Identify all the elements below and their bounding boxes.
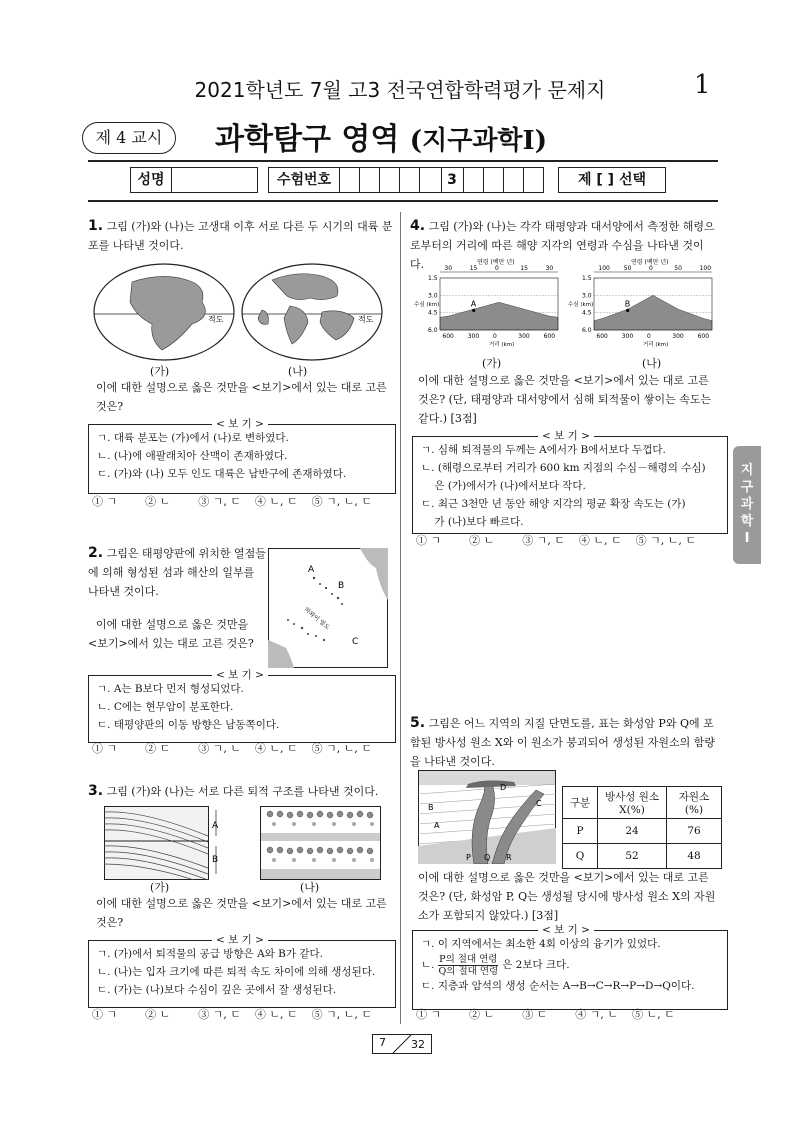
page-indicator: [372, 1034, 432, 1054]
y-axis-title: 수심 (km): [568, 302, 594, 308]
q2-hotspot-map: [268, 548, 388, 668]
name-box: [130, 167, 258, 193]
page-total: 32: [411, 1038, 425, 1051]
session-badge: 제 4 교시: [82, 122, 176, 154]
q1-bogi-title: < 보 기 >: [212, 416, 268, 431]
q4-ridge-charts: [412, 258, 718, 360]
q2-chain-label: 하와이 열도: [302, 606, 331, 632]
x-axis-title: 거리 (km): [489, 342, 515, 348]
q4-chart-b-label: (나): [642, 357, 662, 370]
q2-choices[interactable]: ① ㄱ ② ㄷ ③ ㄱ, ㄴ ④ ㄴ, ㄷ ⑤ ㄱ, ㄴ, ㄷ: [92, 742, 373, 755]
q1-world-maps: [92, 262, 388, 370]
q4-bogi-3b: 가 (나)보다 빠르다.: [421, 516, 524, 528]
age-tick-label: 100: [598, 265, 610, 272]
y-tick-label: 6.0: [428, 327, 438, 334]
q1-map-a-label: (가): [150, 365, 170, 378]
q5-cell: 48: [667, 844, 722, 869]
q5-stem-text: 그림은 어느 지역의 지질 단면도를, 표는 화성암 P와 Q에 포함된 방사성 원소 X와 이 원소가 붕괴되어 생성된 자원소의 함량을 나타낸 것이다.: [410, 717, 715, 768]
q5-label-c: C: [536, 799, 542, 808]
age-tick-label: 15: [469, 265, 478, 272]
y-tick-label: 3.0: [428, 292, 438, 300]
q5-stem: [410, 714, 716, 771]
sample-point: [472, 309, 475, 312]
age-axis-title: 연령 (백만 년): [631, 259, 669, 266]
q3-mark-b: B: [212, 855, 219, 865]
x-tick-label: 300: [672, 333, 684, 340]
name-divider: [171, 168, 172, 192]
age-tick-label: 0: [495, 265, 499, 272]
q4-chart-a-label: (가): [482, 357, 502, 370]
table-row: [563, 844, 722, 869]
q3-bogi-3: ㄷ. (가)는 (나)보다 수심이 깊은 곳에서 잘 생성된다.: [97, 984, 337, 996]
q2-label-a: A: [308, 565, 315, 575]
q4-question: 이에 대한 설명으로 옳은 것만을 <보기>에서 있는 대로 고른 것은? (단, 태평양과 대서양에서 심해 퇴적물이 쌓이는 속도는 같다.) [3점]: [418, 374, 712, 425]
q5-cell: 52: [598, 844, 667, 869]
choice-label: 제 [ ] 선택: [578, 172, 646, 188]
choice-box: [558, 167, 666, 193]
q2-label-b: B: [338, 581, 345, 591]
q2-number: 2.: [88, 545, 104, 561]
q5-label-b: B: [428, 803, 434, 812]
age-axis-title: 연령 (백만 년): [477, 259, 515, 266]
x-tick-label: 600: [442, 333, 454, 340]
q5-cell: Q: [563, 844, 598, 869]
q3-bogi-box: [88, 940, 396, 1008]
subject-name: 과학탐구 영역: [215, 122, 400, 157]
q2-stem: [88, 544, 268, 653]
q5-cell: P: [563, 819, 598, 844]
age-tick-label: 50: [674, 265, 682, 272]
q5-bogi-box: [412, 930, 728, 1010]
q1-number: 1.: [88, 218, 104, 234]
subject-sub: (지구과학Ⅰ): [409, 126, 548, 156]
depth-profile-area: [440, 302, 558, 330]
q3-number: 3.: [88, 783, 104, 799]
q4-bogi-1: ㄱ. 심해 퇴적물의 두께는 A에서가 B에서보다 두껍다.: [421, 444, 666, 456]
q5-isotope-table: [562, 786, 722, 869]
y-tick-label: 4.5: [582, 309, 592, 317]
sample-point-label: B: [624, 299, 631, 309]
subject-side-tab: [733, 446, 761, 564]
q5-label-a: A: [434, 821, 440, 830]
q5-cell: 24: [598, 819, 667, 844]
q4-choices[interactable]: ① ㄱ ② ㄴ ③ ㄱ, ㄷ ④ ㄴ, ㄷ ⑤ ㄱ, ㄴ, ㄷ: [416, 534, 697, 547]
q3-bogi-1: ㄱ. (가)에서 퇴적물의 공급 방향은 A와 B가 같다.: [97, 948, 323, 960]
q2-bogi-2: ㄴ. C에는 현무암이 분포한다.: [97, 701, 234, 713]
q5-label-q: Q: [484, 853, 491, 862]
y-tick-label: 3.0: [582, 292, 592, 300]
q5-th-3: 자원소 (%): [667, 787, 722, 819]
q3-stem: [88, 782, 394, 801]
x-tick-label: 0: [493, 333, 497, 340]
q1-choices[interactable]: ① ㄱ ② ㄴ ③ ㄱ, ㄷ ④ ㄴ, ㄷ ⑤ ㄱ, ㄴ, ㄷ: [92, 495, 373, 508]
q5-fraction-num: P의 절대 연령: [439, 953, 498, 965]
q5-bogi-2-tail: 은 2보다 크다.: [502, 959, 570, 971]
q2-bogi-box: [88, 675, 396, 743]
q4-number: 4.: [410, 218, 426, 234]
q5-label-d: D: [500, 783, 507, 792]
q2-label-c: C: [352, 637, 359, 647]
q2-stem-2: 에 의해 형성된 섬과 해산의 일부를: [88, 566, 255, 579]
q1-bogi-3: ㄷ. (가)와 (나) 모두 인도 대륙은 남반구에 존재하였다.: [97, 468, 347, 480]
x-tick-label: 600: [543, 333, 556, 340]
q2-ask-2: <보기>에서 있는 대로 고른 것은?: [88, 637, 254, 650]
subject-title: [215, 114, 547, 158]
exam-number-digit: 3: [447, 172, 457, 188]
side-tab-text: 지구과학Ⅰ: [740, 463, 754, 546]
age-tick-label: 100: [699, 265, 712, 272]
sample-point-label: A: [470, 299, 477, 309]
table-row: [563, 787, 722, 819]
y-axis-title: 수심 (km): [414, 302, 440, 308]
q3-stem-text: 그림 (가)와 (나)는 서로 다른 퇴적 구조를 나타낸 것이다.: [106, 785, 379, 798]
q2-bogi-1: ㄱ. A는 B보다 먼저 형성되었다.: [97, 683, 244, 695]
age-tick-label: 0: [649, 265, 653, 272]
q2-stem-3: 나타낸 것이다.: [88, 585, 159, 598]
q5-label-p: P: [466, 853, 471, 862]
age-tick-label: 15: [520, 265, 528, 272]
q4-bogi-3: ㄷ. 최근 3천만 년 동안 해양 지각의 평균 확장 속도는 (가): [421, 498, 686, 510]
page-current: 7: [379, 1036, 386, 1049]
q1-question: 이에 대한 설명으로 옳은 것만을 <보기>에서 있는 대로 고른 것은?: [96, 381, 387, 413]
q3-question: 이에 대한 설명으로 옳은 것만을 <보기>에서 있는 대로 고른 것은?: [96, 897, 387, 929]
q5-question: 이에 대한 설명으로 옳은 것만을 <보기>에서 있는 대로 고른 것은? (단, 화성암 P, Q는 생성될 당시에 방사성 원소 X의 자원소가 포함되지 않았다.) [3점]: [418, 871, 716, 922]
q5-th-2: 방사성 원소 X(%): [598, 787, 667, 819]
q1-bogi-2: ㄴ. (나)에 애팔래치아 산맥이 존재하였다.: [97, 450, 288, 462]
q5-fraction-den: Q의 절대 연령: [438, 965, 499, 977]
q1-equator-label-a: 적도: [208, 315, 224, 324]
exam-number-box: [268, 167, 544, 193]
q5-choices[interactable]: ① ㄱ ② ㄴ ③ ㄷ ④ ㄱ, ㄴ ⑤ ㄴ, ㄷ: [416, 1008, 675, 1021]
exam-number-label: 수험번호: [276, 172, 332, 188]
q2-stem-1: 그림은 태평양판에 위치한 열점들: [106, 547, 266, 560]
x-tick-label: 300: [467, 333, 480, 340]
x-tick-label: 0: [647, 333, 651, 340]
q5-geologic-section: [418, 770, 556, 864]
q2-bogi-3: ㄷ. 태평양판의 이동 방향은 남동쪽이다.: [97, 719, 280, 731]
q4-bogi-box: [412, 436, 728, 534]
q2-ask-1: 이에 대한 설명으로 옳은 것만을: [96, 618, 249, 631]
q1-stem: [88, 217, 394, 255]
name-label: 성명: [137, 172, 165, 188]
q2-bogi-title: < 보 기 >: [212, 667, 268, 682]
q5-number: 5.: [410, 715, 426, 731]
header-rule: [88, 160, 718, 162]
x-tick-label: 300: [518, 333, 530, 340]
q3-fig-a-label: (가): [150, 881, 170, 894]
x-tick-label: 300: [621, 333, 634, 340]
q5-bogi-1: ㄱ. 이 지역에서는 최소한 4회 이상의 융기가 있었다.: [421, 938, 661, 950]
q1-map-b-label: (나): [288, 365, 308, 378]
q5-fraction: [438, 954, 498, 977]
column-separator: [400, 212, 401, 1024]
table-row: [563, 819, 722, 844]
exam-title: 2021학년도 7월 고3 전국연합학력평가 문제지: [194, 78, 606, 102]
q3-bogi-title: < 보 기 >: [212, 932, 268, 947]
age-tick-label: 30: [545, 265, 554, 272]
q4-bogi-2b: 은 (가)에서가 (나)에서보다 작다.: [421, 480, 586, 492]
q5-cell: 76: [667, 819, 722, 844]
x-tick-label: 600: [596, 333, 608, 340]
q5-th-1: 구분: [563, 787, 598, 819]
q1-stem-text: 그림 (가)와 (나)는 고생대 이후 서로 다른 두 시기의 대륙 분포를 나타낸 것이다.: [88, 220, 393, 252]
q4-bogi-title: < 보 기 >: [538, 428, 594, 443]
page-number: 1: [694, 70, 711, 100]
q4-bogi-2: ㄴ. (해령으로부터 거리가 600 km 지점의 수심－해령의 수심): [421, 462, 706, 474]
q3-bogi-2: ㄴ. (나)는 입자 크기에 따른 퇴적 속도 차이에 의해 생성된다.: [97, 966, 376, 978]
q5-label-r: R: [506, 853, 512, 862]
q3-choices[interactable]: ① ㄱ ② ㄴ ③ ㄱ, ㄷ ④ ㄴ, ㄷ ⑤ ㄱ, ㄴ, ㄷ: [92, 1008, 373, 1021]
q1-equator-label-b: 적도: [358, 315, 374, 324]
y-tick-label: 4.5: [428, 309, 438, 317]
age-tick-label: 30: [444, 265, 453, 272]
q1-bogi-1: ㄱ. 대륙 분포는 (가)에서 (나)로 변하였다.: [97, 432, 289, 444]
x-tick-label: 600: [697, 333, 710, 340]
q5-bogi-2-prefix: ㄴ.: [421, 959, 435, 971]
y-tick-label: 1.5: [428, 275, 438, 282]
y-tick-label: 1.5: [582, 275, 592, 282]
q3-fig-b-label: (나): [300, 881, 320, 894]
q5-bogi-3: ㄷ. 지층과 암석의 생성 순서는 A→B→C→R→P→D→Q이다.: [421, 980, 695, 992]
q4-stem-text: 그림 (가)와 (나)는 각각 태평양과 대서양에서 측정한 해령으로부터의 거리에 따른 해양 지각의 연령과 수심을 나타낸 것이다.: [410, 220, 715, 271]
q3-mark-a: A: [212, 821, 219, 831]
age-tick-label: 50: [623, 265, 632, 272]
q5-bogi-title: < 보 기 >: [538, 922, 594, 937]
q5-bogi-2: [421, 953, 719, 977]
y-tick-label: 6.0: [582, 327, 592, 334]
sample-point: [626, 309, 629, 312]
header-rule-2: [88, 200, 718, 202]
q1-bogi-box: [88, 424, 396, 494]
q3-sediment-figures: [104, 806, 384, 880]
x-axis-title: 거리 (km): [643, 342, 669, 348]
